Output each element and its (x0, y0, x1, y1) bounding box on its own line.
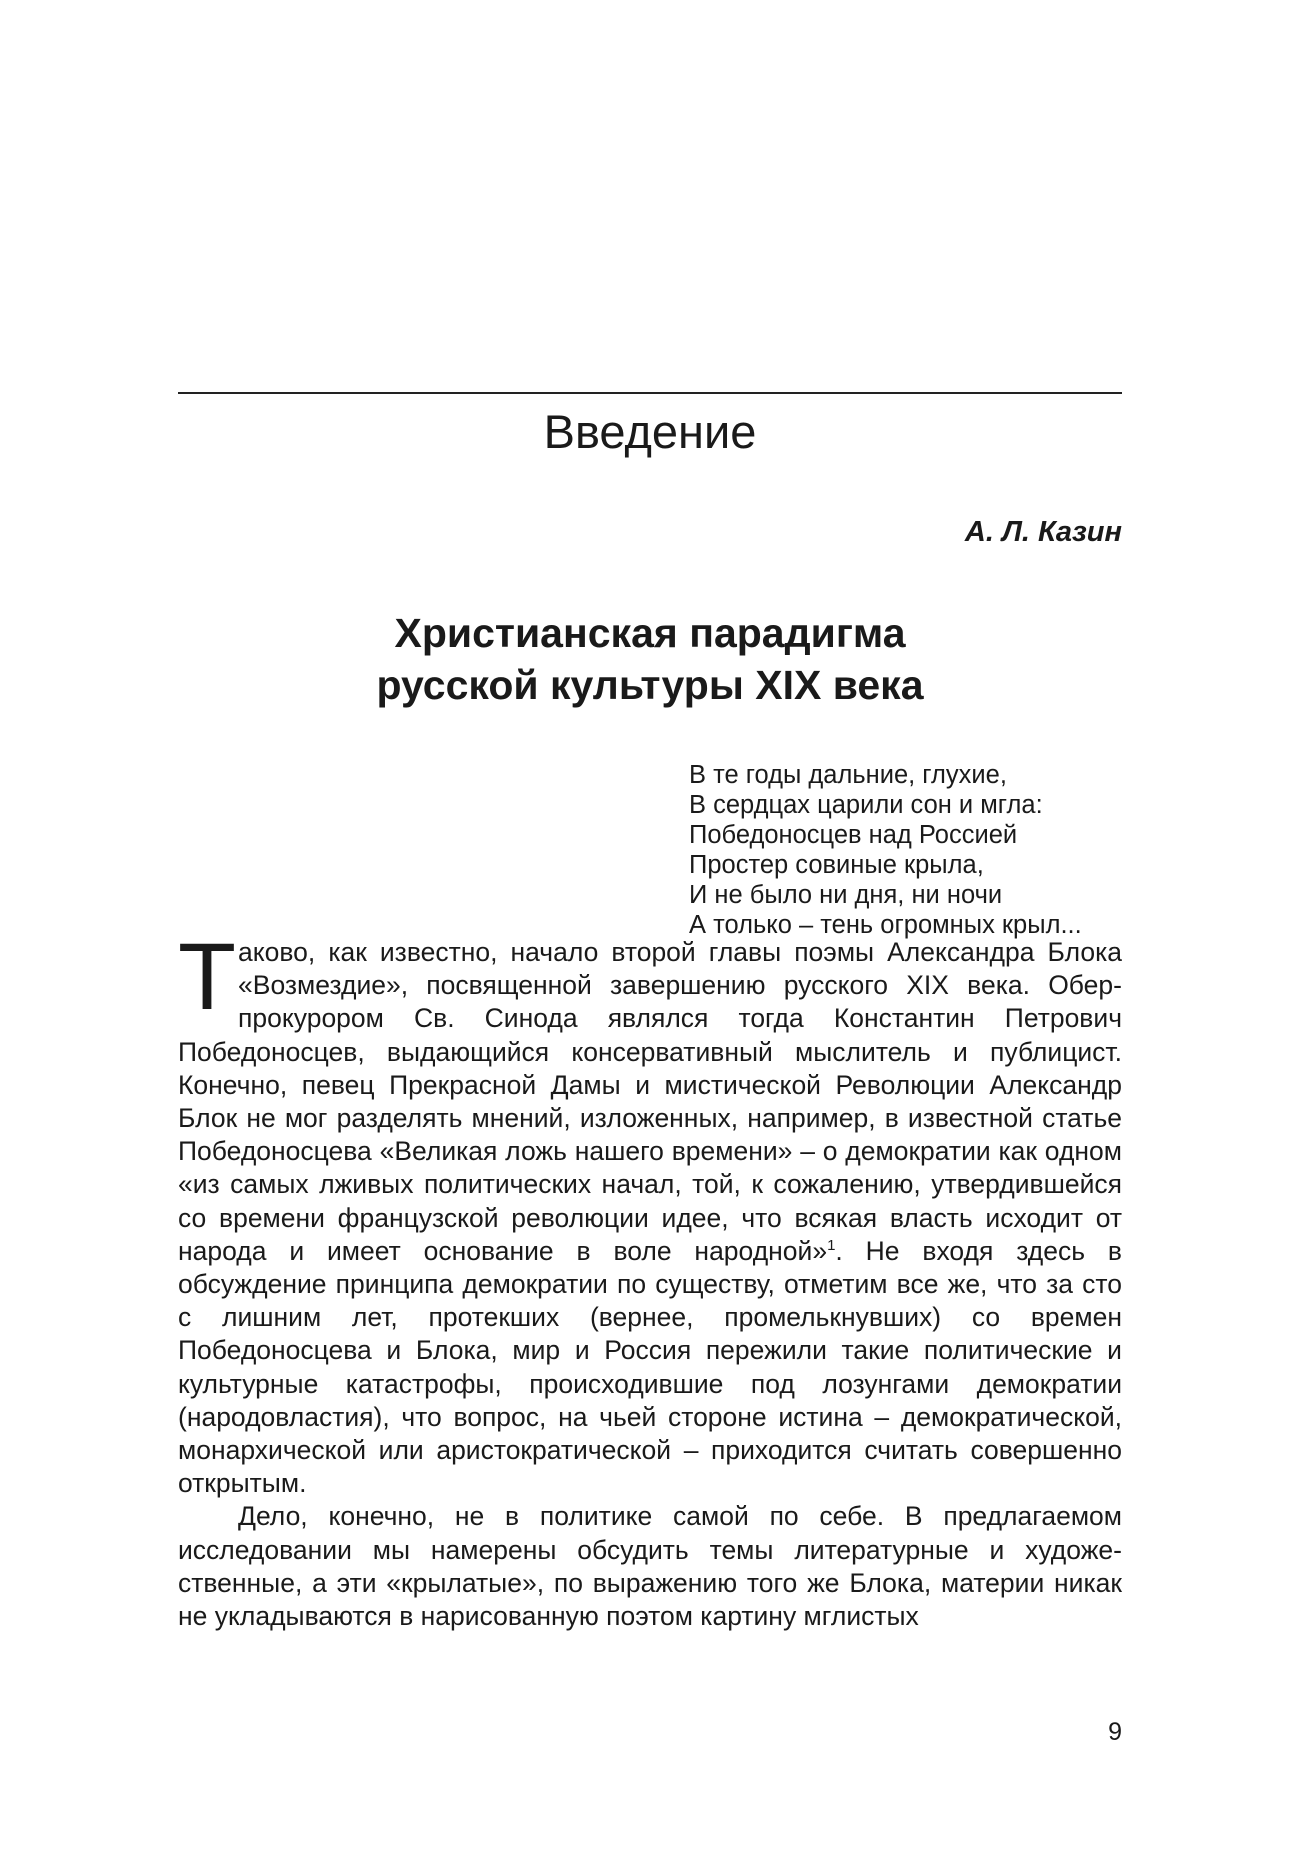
epigraph-line: В сердцах царили сон и мгла: (689, 791, 1043, 819)
chapter-title-line: Христианская парадигма (394, 610, 906, 656)
epigraph-line: И не было ни дня, ни ночи (689, 881, 1003, 909)
epigraph-line: В те годы дальние, глухие, (689, 761, 1007, 789)
paragraph-2: Дело, конечно, не в политике самой по себе. В предлагаемом исследовании мы намерены обсудить темы литературные и художественные, а эти «крылатые», по выражению того же Блока, материи никак не укладываются в нарисованную поэтом картину мглистых (178, 1501, 1122, 1632)
paragraph-1-text: аково, как известно, начало второй главы поэмы Александра Блока «Возмездие», посвященной завершению русского XIX века. Обер-прокурором Св. Синода являлся тогда Константин Петрович Победоносцев, выдающийся консервативный мыслитель и публицист. Конечно, певец Прекрасной Дамы и мистической Революции Александр Блок не мог разделять мнений, изложенных, например, в известной статье Победоносцева «Великая ложь нашего времени» – о демократии как одном «из самых лживых политических начал, той, к сожалению, утвердившейся со времени французской революции идее, что всякая власть исходит от народа и имеет основание в воле народной» (178, 937, 1122, 1266)
epigraph-line: Победоносцев над Россией (689, 821, 1018, 849)
section-title: Введение (543, 405, 757, 458)
drop-cap: Т (178, 924, 237, 1030)
chapter-title-line: русской культуры XIX века (376, 662, 924, 708)
epigraph (689, 760, 1082, 940)
chapter-title (178, 607, 1122, 711)
epigraph-line: Простер совиные крыла, (689, 851, 984, 879)
footnote-reference[interactable]: 1 (827, 1237, 836, 1254)
author-name: А. Л. Казин (964, 516, 1122, 548)
paragraph-1-text-continued: . Не входя здесь в обсуждение принципа демократии по существу, отметим все же, что за сто с лишним лет, протекших (вернее, промелькнувших) со времен Победоносцева и Блока, мир и Россия пережили такие политические и культурные катастрофы, происходившие под лозунгами демократии (народовластия), что вопрос, на чьей стороне истина – демократической, монархической или аристократической – приходится считать совершенно открытым. (178, 1235, 1122, 1499)
epigraph-line: А только – тень огромных крыл... (689, 911, 1082, 939)
header-rule (178, 392, 1122, 394)
page-number: 9 (1108, 1718, 1122, 1746)
